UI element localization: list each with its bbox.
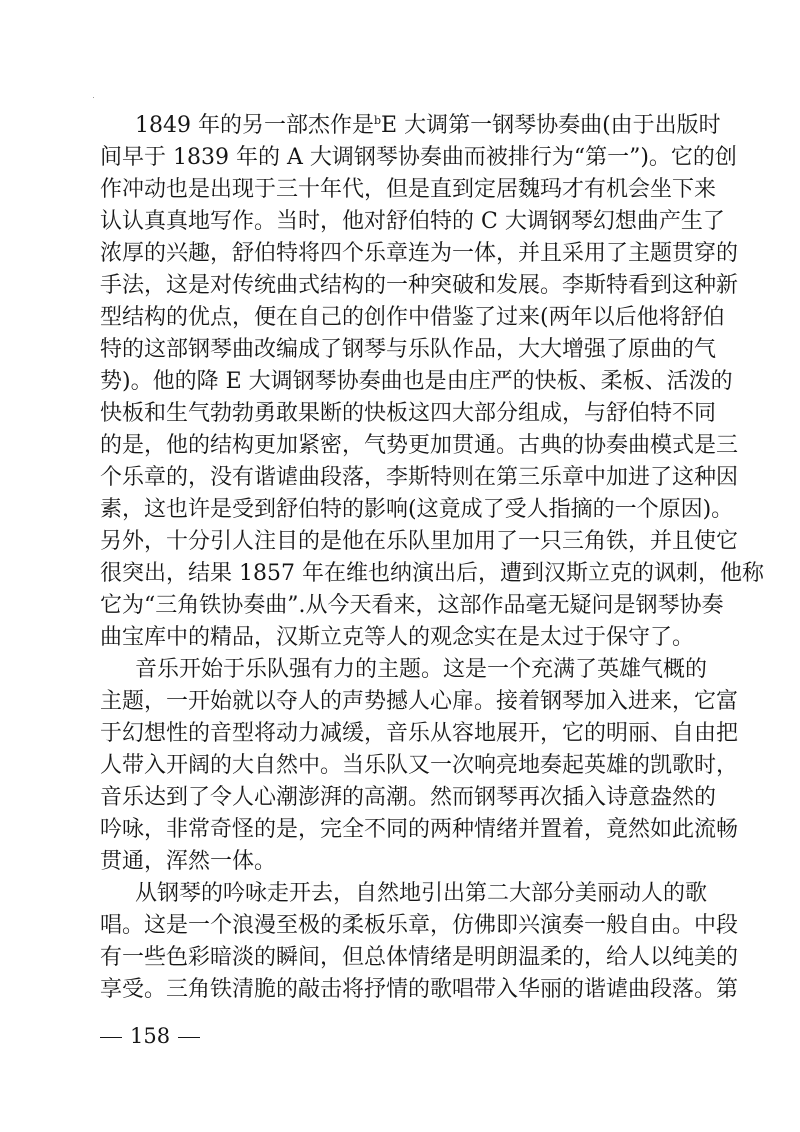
dash-right bbox=[178, 1037, 200, 1038]
text-line: 贯通，浑然一体。 bbox=[100, 849, 277, 874]
text-line: 从钢琴的吟咏走开去，自然地引出第二大部分美丽动人的歌 bbox=[135, 881, 708, 906]
text-line: 音乐开始于乐队强有力的主题。这是一个充满了英雄气概的 bbox=[135, 657, 708, 682]
text-line: 特的这部钢琴曲改编成了钢琴与乐队作品，大大增强了原曲的气 bbox=[100, 337, 717, 362]
text-line: 个乐章的，没有谐谑曲段落，李斯特则在第三乐章中加进了这种因 bbox=[100, 465, 739, 490]
text-line: 手法，这是对传统曲式结构的一种突破和发展。李斯特看到这种新 bbox=[100, 273, 739, 298]
text-line: 音乐达到了令人心潮澎湃的高潮。然而钢琴再次插入诗意盎然的 bbox=[100, 785, 717, 810]
page-number: 158 bbox=[130, 1024, 171, 1048]
text-line: 享受。三角铁清脆的敲击将抒情的歌唱带入华丽的谐谑曲段落。第 bbox=[100, 977, 739, 1002]
text-line: 间早于 1839 年的 A 大调钢琴协奏曲而被排行为“第一”)。它的创 bbox=[100, 145, 737, 170]
text-line: 曲宝库中的精品，汉斯立克等人的观念实在是太过于保守了。 bbox=[100, 625, 695, 650]
text-line: 吟咏，非常奇怪的是，完全不同的两种情绪并置着，竟然如此流畅 bbox=[100, 817, 739, 842]
text-line: 势)。他的降 E 大调钢琴协奏曲也是由庄严的快板、柔板、活泼的 bbox=[100, 369, 733, 394]
text-line: 素，这也许是受到舒伯特的影响(这竟成了受人指摘的一个原因)。 bbox=[100, 497, 734, 522]
flat-sign: b bbox=[373, 114, 382, 127]
text-segment: 1849 年的另一部杰作是 bbox=[135, 113, 374, 138]
dash-left bbox=[100, 1037, 122, 1038]
text-line: 的是，他的结构更加紧密，气势更加贯通。古典的协奏曲模式是三 bbox=[100, 433, 739, 458]
text-line: 型结构的优点，便在自己的创作中借鉴了过来(两年以后他将舒伯 bbox=[100, 305, 725, 330]
text-line: 主题，一开始就以夺人的声势撼人心扉。接着钢琴加入进来，它富 bbox=[100, 689, 739, 714]
text-line: 它为“三角铁协奏曲”.从今天看来，这部作品毫无疑问是钢琴协奏 bbox=[100, 593, 724, 618]
text-line: 认认真真地写作。当时，他对舒伯特的 C 大调钢琴幻想曲产生了 bbox=[100, 209, 725, 234]
text-line: 有一些色彩暗淡的瞬间，但总体情绪是明朗温柔的，给人以纯美的 bbox=[100, 945, 739, 970]
text-line: 快板和生气勃勃勇敢果断的快板这四大部分组成，与舒伯特不同 bbox=[100, 401, 717, 426]
text-line: 作冲动也是出现于三十年代，但是直到定居魏玛才有机会坐下来 bbox=[100, 177, 717, 202]
text-line: 另外，十分引人注目的是他在乐队里加用了一只三角铁，并且使它 bbox=[100, 529, 739, 554]
scan-speck bbox=[93, 97, 94, 98]
text-line: 很突出，结果 1857 年在维也纳演出后，遭到汉斯立克的讽刺，他称 bbox=[100, 561, 764, 586]
text-line bbox=[135, 112, 721, 140]
text-line: 于幻想性的音型将动力减缓，音乐从容地展开，它的明丽、自由把 bbox=[100, 721, 739, 746]
page-footer bbox=[100, 1022, 208, 1050]
text-segment: E 大调第一钢琴协奏曲(由于出版时 bbox=[381, 113, 721, 138]
text-line: 浓厚的兴趣，舒伯特将四个乐章连为一体，并且采用了主题贯穿的 bbox=[100, 241, 739, 266]
text-line: 人带入开阔的大自然中。当乐队又一次响亮地奏起英雄的凯歌时， bbox=[100, 753, 739, 778]
text-line: 唱。这是一个浪漫至极的柔板乐章，仿佛即兴演奏一般自由。中段 bbox=[100, 913, 739, 938]
